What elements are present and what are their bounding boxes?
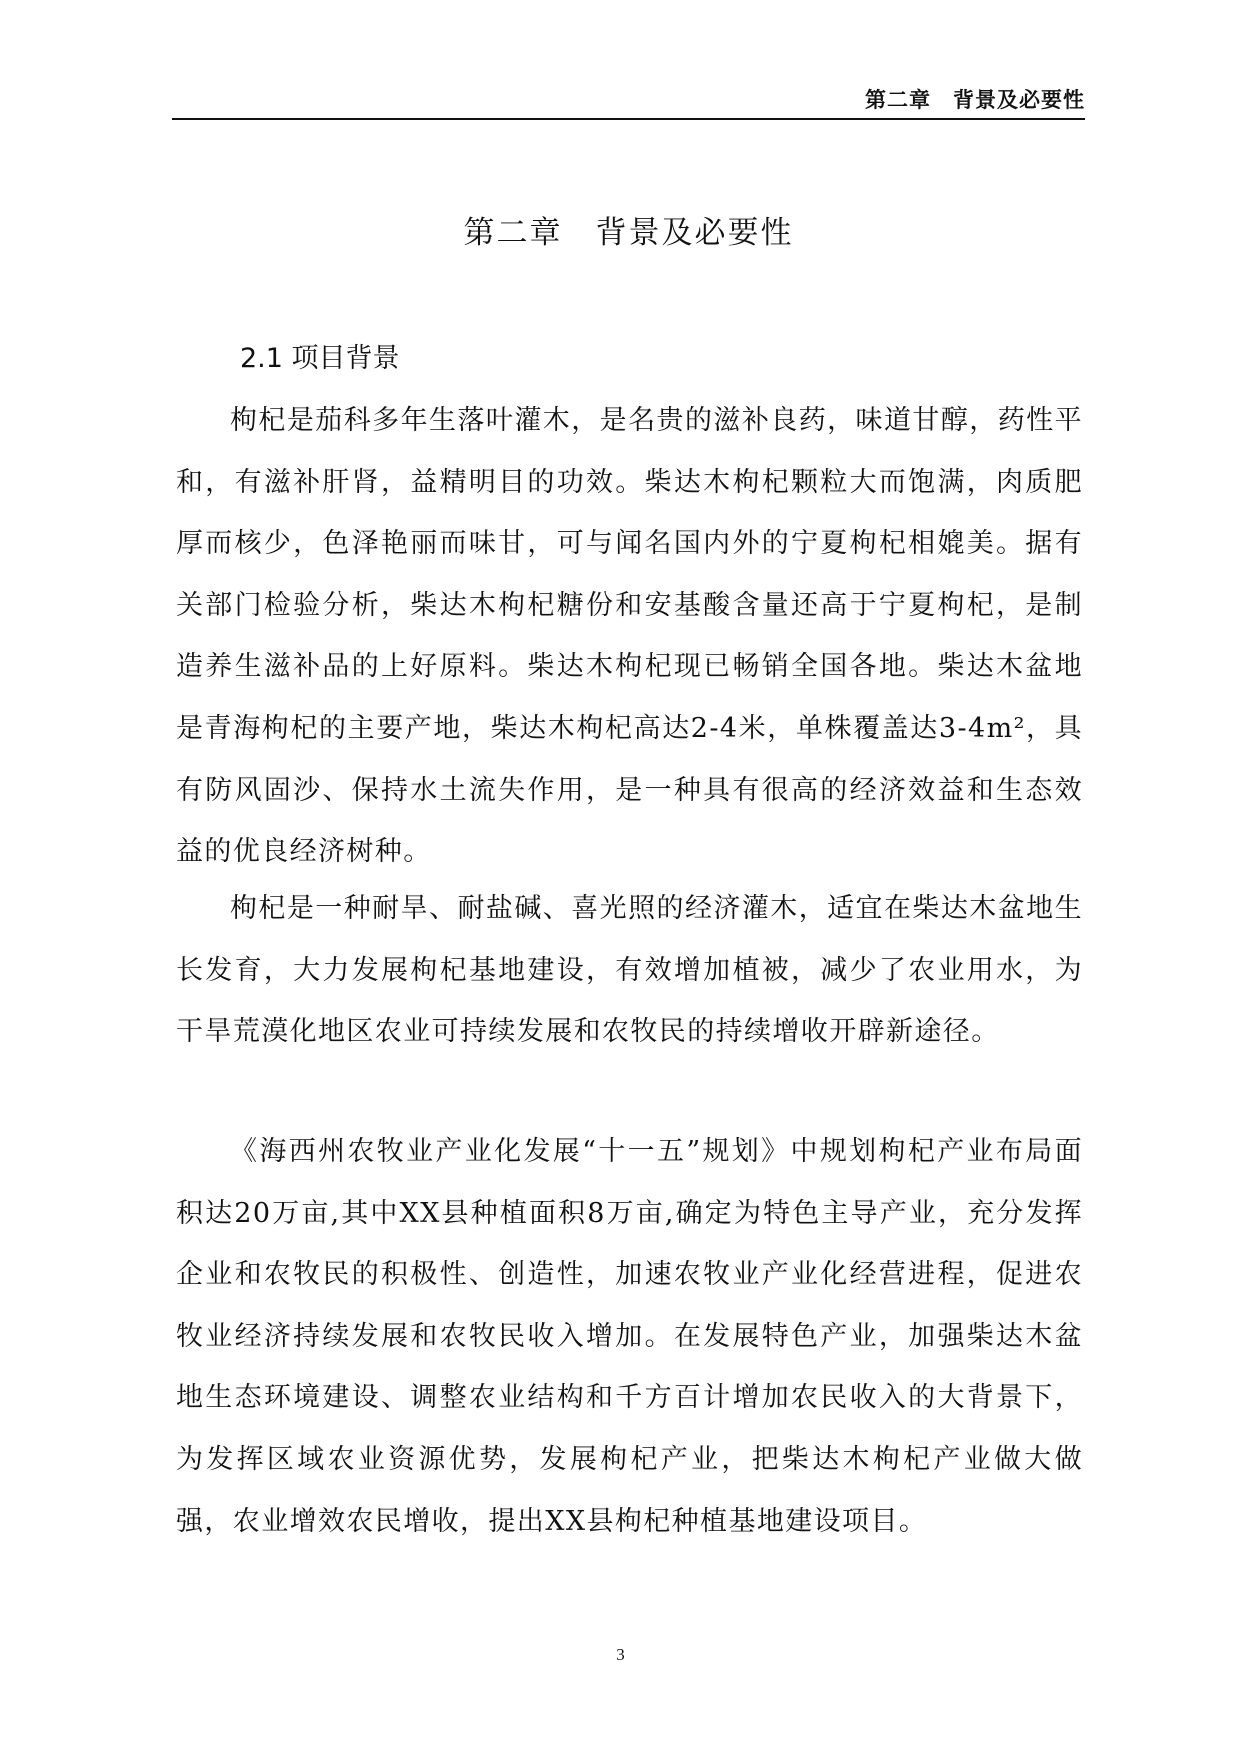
body-paragraph: 《海西州农牧业产业化发展“十一五”规划》中规划枸杞产业布局面积达20万亩,其中XX县种植面积8万亩,确定为特色主导产业，充分发挥企业和农牧民的积极性、创造性，加速农牧业产业化经营进程，促进农牧业经济持续发展和农牧民收入增加。在发展特色产业，加强柴达木盆地生态环境建设、调整农业结构和千方百计增加农民收入的大背景下，为发挥区域农业资源优势，发展枸杞产业，把柴达木枸杞产业做大做强，农业增效农民增收，提出XX县枸杞种植基地建设项目。 <box>176 1136 1083 1537</box>
body-paragraph: 枸杞是茄科多年生落叶灌木，是名贵的滋补良药，味道甘醇，药性平和，有滋补肝肾，益精明目的功效。柴达木枸杞颗粒大而饱满，肉质肥厚而核少，色泽艳丽而味甘，可与闻名国内外的宁夏枸杞相媲美。据有关部门检验分析，柴达木枸杞糖份和安基酸含量还高于宁夏枸杞，是制造养生滋补品的上好原料。柴达木枸杞现已畅销全国各地。柴达木盆地是青海枸杞的主要产地，柴达木枸杞高达2-4米，单株覆盖达3-4m²，具有防风固沙、保持水土流失作用，是一种具有很高的经济效益和生态效益的优良经济树种。 <box>176 405 1083 868</box>
section-title: 2.1 项目背景 <box>240 343 400 374</box>
chapter-title: 第二章 背景及必要性 <box>463 215 794 251</box>
running-header <box>172 86 1085 120</box>
body-paragraph: 枸杞是一种耐旱、耐盐碱、喜光照的经济灌木，适宜在柴达木盆地生长发育，大力发展枸杞基地建设，有效增加植被，减少了农业用水，为干旱荒漠化地区农业可持续发展和农牧民的持续增收开辟新途径。 <box>176 893 1083 1048</box>
page-number: 3 <box>616 1645 625 1664</box>
running-header-title: 第二章 背景及必要性 <box>865 88 1085 112</box>
